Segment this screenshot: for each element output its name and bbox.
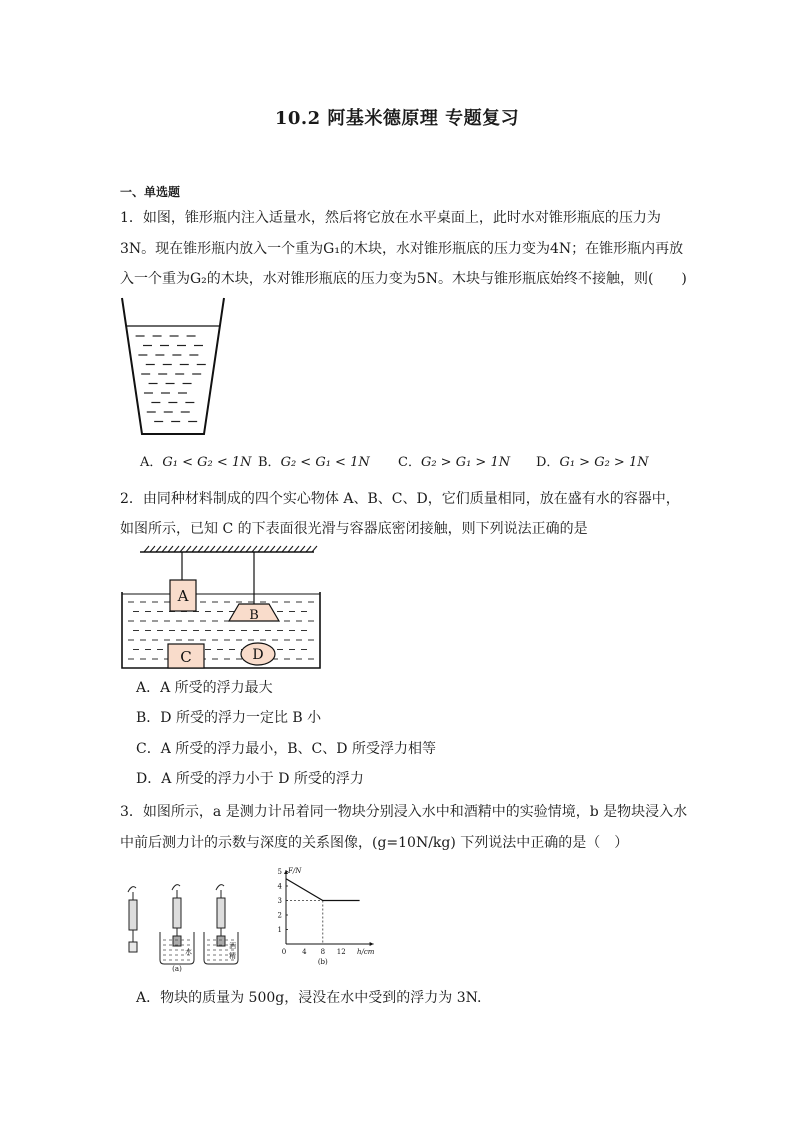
- alcohol-label-1: 酒: [229, 942, 236, 950]
- fig-a-caption: (a): [172, 965, 182, 972]
- spring-scale-figure: [120, 880, 250, 972]
- q1-line-2: 3N。现在锥形瓶内放入一个重为G₁的木块，水对锥形瓶底的压力变为4N；在锥形瓶内再放: [120, 241, 684, 257]
- q2-line-2: 如图所示，已知 C 的下表面很光滑与容器底密闭接触，则下列说法正确的是: [120, 521, 588, 537]
- q3-option-a[interactable]: A．物块的质量为 500g，浸没在水中受到的浮力为 3N.: [136, 990, 482, 1006]
- q1-line-1: 1．如图，锥形瓶内注入适量水，然后将它放在水平桌面上，此时水对锥形瓶底的压力为: [120, 210, 661, 226]
- block-c-label: C: [180, 648, 192, 666]
- y-tick-label: 3: [277, 897, 282, 905]
- q2-option-b[interactable]: B．D 所受的浮力一定比 B 小: [136, 710, 322, 726]
- x-tick-label: 4: [302, 948, 307, 956]
- x-axis-arrow: [370, 942, 374, 946]
- q2-option-a[interactable]: A．A 所受的浮力最大: [136, 680, 273, 696]
- y-tick-label: 2: [277, 911, 282, 920]
- series-line: [286, 879, 360, 901]
- alcohol-label-2: 精: [229, 952, 236, 960]
- q2-line-1: 2．由同种材料制成的四个实心物体 A、B、C、D，它们质量相同，放在盛有水的容器中，: [120, 491, 680, 507]
- chart-caption: (b): [317, 958, 328, 966]
- q1-option-b[interactable]: B．G₂ < G₁ < 1N: [258, 455, 370, 470]
- y-tick-label: 5: [277, 868, 282, 876]
- container-figure: [118, 544, 324, 672]
- block-a-label: A: [177, 587, 189, 605]
- force-depth-chart: [268, 864, 380, 968]
- section-heading: 一、单选题: [120, 185, 181, 199]
- block-d-label: D: [252, 647, 264, 663]
- q1-option-a[interactable]: A．G₁ < G₂ < 1N: [140, 455, 252, 470]
- conical-flask-figure: [120, 296, 226, 438]
- y-tick-label: 1: [277, 926, 282, 934]
- y-axis-label: F/N: [288, 867, 302, 875]
- q1-option-d[interactable]: D．G₁ > G₂ > 1N: [536, 455, 649, 470]
- page-title: 10.2 阿基米德原理 专题复习: [274, 108, 520, 129]
- q2-option-c[interactable]: C．A 所受的浮力最小，B、C、D 所受浮力相等: [136, 741, 436, 757]
- x-tick-label: 0: [281, 948, 287, 956]
- x-tick-label: 12: [336, 948, 346, 956]
- q3-line-1: 3．如图所示，a 是测力计吊着同一物块分别浸入水中和酒精中的实验情境，b 是物块浸入水: [120, 804, 688, 820]
- block-b-label: B: [249, 608, 259, 623]
- q1-option-c[interactable]: C．G₂ > G₁ > 1N: [398, 455, 511, 470]
- q2-option-d[interactable]: D．A 所受的浮力小于 D 所受的浮力: [136, 771, 364, 787]
- x-tick-label: 8: [320, 948, 326, 956]
- water-label: 水: [185, 948, 192, 956]
- y-tick-label: 4: [277, 882, 282, 891]
- q1-line-3: 入一个重为G₂的木块，水对锥形瓶底的压力变为5N。木块与锥形瓶底始终不接触，则( ): [120, 271, 687, 287]
- x-axis-label: h/cm: [357, 948, 375, 956]
- q3-line-2: 中前后测力计的示数与深度的关系图像，(g=10N/kg) 下列说法中正确的是（ ）: [120, 835, 629, 851]
